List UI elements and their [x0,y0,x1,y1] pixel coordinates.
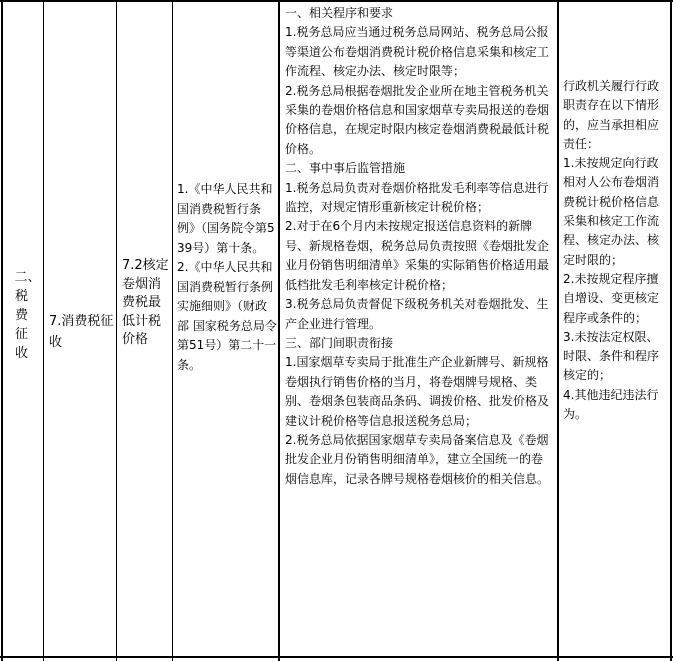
liability-line: 1.未按规定向行政相对人公布卷烟消费税计税价格信息采集和核定工作流程、核定办法、核定时限的； [563,156,660,267]
liability-cell [563,77,665,424]
procedure-line: 3.税务总局负责督促下级税务机关对卷烟批发、生产企业进行管理。 [285,297,549,331]
column-border [116,0,117,661]
column-border [670,0,672,661]
procedure-line: 2.对于在6个月内未按规定报送信息资料的新牌号、新规格卷烟，税务总局负责按照《卷烟批发企业月份销售明细清单》采集的实际销售价格适用最低档批发毛利率核定计税价格； [285,219,550,292]
item-cell [49,311,115,353]
item-text: 7.消费税征收 [49,314,114,350]
procedure-cell [285,4,553,489]
procedure-line: 1.国家烟草专卖局于批准生产企业新牌号、新规格卷烟执行销售价格的当月，将卷烟牌号规格、类别、卷烟条包装商品条码、调拨价格、批发价格及建议计税价格等信息报送税务总局； [285,355,550,428]
procedure-line: 2.税务总局依据国家烟草专卖局备案信息及《卷烟批发企业月份销售明细清单》，建立全国统一的卷烟信息库，记录各牌号规格卷烟核价的相关信息。 [285,432,550,486]
basis-line: 2.《中华人民共和国消费税暂行条例实施细则》（财政部 国家税务总局令第51号）第二十一条。 [177,260,277,372]
category-cell [0,268,43,363]
column-border [43,0,44,661]
legal-basis-cell [177,180,277,375]
table-top-border [0,0,673,2]
basis-line: 1.《中华人民共和国消费税暂行条例》（国务院令第539号）第十条。 [177,182,275,255]
column-border [557,0,559,661]
liability-line: 3.未按法定权限、时限、条件和程序核定的； [563,329,660,383]
liability-line: 4.其他违纪违法行为。 [563,387,659,422]
procedure-heading: 三、部门间职责衔接 [285,335,394,350]
column-border [278,0,280,661]
liability-line: 2.未按规定程序擅自增设、变更核定程序或条件的； [563,271,660,325]
procedure-line: 1.税务总局应当通过税务总局网站、税务总局公报等渠道公布卷烟消费税计税价格信息采集和核定工作流程、核定办法、核定时限等； [285,25,550,79]
subitem-cell [122,257,170,350]
column-border [172,0,173,661]
subitem-text: 7.2核定卷烟消费税最低计税价格 [122,258,169,347]
procedure-heading: 二、事中事后监管措施 [285,161,406,176]
procedure-heading: 一、相关程序和要求 [285,6,394,20]
category-text: 二、税费征收 [14,270,41,361]
procedure-line: 1.税务总局负责对卷烟价格批发毛利率等信息进行监控，对规定情形重新核定计税价格； [285,180,549,215]
liability-line: 行政机关履行行政职责存在以下情形的，应当承担相应责任： [563,79,660,151]
table-bottom-border [0,656,673,658]
procedure-line: 2.税务总局根据卷烟批发企业所在地主管税务机关采集的卷烟价格信息和国家烟草专卖局报送的卷烟价格信息，在规定时限内核定卷烟消费税最低计税价格。 [285,83,550,156]
